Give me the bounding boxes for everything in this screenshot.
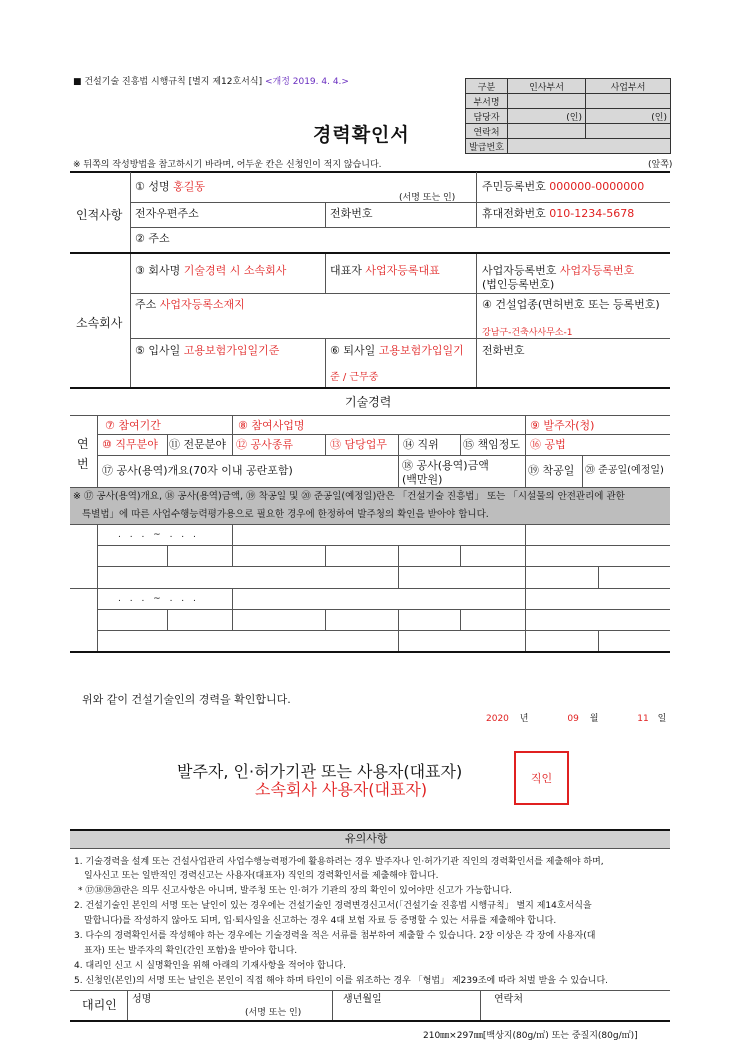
note-1b: 일사신고 또는 일반적인 경력신고는 사용자(대표자) 직인의 경력확인서를 제출해야 합니다. [84, 871, 439, 881]
ceo-value: 사업자등록대표 [365, 264, 440, 277]
period-placeholder-2: . . . ~ . . . [118, 594, 199, 604]
agent-name-label: 성명 [132, 994, 152, 1005]
agent-label: 대리인 [82, 998, 117, 1012]
serial-label: 연번 [77, 437, 89, 471]
license-value: 강남구-건축사사무소-1 [482, 328, 573, 338]
email-label: 전자우편주소 [135, 207, 199, 220]
company-name-value: 기술경력 시 소속회사 [183, 264, 287, 277]
agent-contact-label: 연락처 [494, 994, 523, 1005]
issuer-line: 발주자, 인·허가기관 또는 사용자(대표자) [177, 762, 463, 781]
h12-work-type: ⑫ 공사종류 [236, 438, 294, 451]
confirm-month: 09 [567, 714, 579, 724]
leave-label: ⑥ 퇴사일 고용보험가입일기 [330, 344, 464, 357]
admin-seal-hr: (인) [508, 109, 586, 124]
revision-note: <개정 2019. 4. 4.> [264, 77, 349, 87]
note-2: 2. 건설기술인 본인의 서명 또는 날인이 있는 경우에는 건설기술인 경력변경신고서(「건설기술 진흥법 시행규칙」 별지 제14호서식을 [74, 901, 592, 911]
note-2b: 말합니다)를 작성하지 않아도 되며, 입·퇴사일을 신고하는 경우 4대 보험 자료 등 증명할 수 있는 서류를 제출해야 합니다. [84, 916, 557, 926]
note-3: 3. 다수의 경력확인서를 작성해야 하는 경우에는 기술경력을 적은 서류를 첨부하여 제출할 수 있습니다. 2장 이상은 각 장에 사용자(대 [74, 931, 596, 941]
join-label: ⑤ 입사일 고용보험가입일기준 [135, 344, 280, 357]
h14-position: ⑭ 직위 [403, 438, 439, 451]
confirm-year: 2020 [486, 714, 509, 724]
join-value: 고용보험가입일기준 [183, 344, 280, 357]
h18-unit: (백만원) [402, 473, 443, 486]
confirm-date: 2020 년 09 월 11 일 [486, 714, 667, 724]
phone-label: 전화번호 [330, 207, 373, 220]
admin-col-biz: 사업부서 [586, 79, 671, 94]
career-note: ※ ⑰ 공사(용역)개요, ⑱ 공사(용역)금액, ⑲ 착공일 및 ⑳ 준공일(예정일)란은 「건설기술 진흥법」 또는 「시설물의 안전관리에 관한 [73, 491, 625, 502]
notes-title: 유의사항 [345, 832, 388, 845]
h7-period: ⑦ 참여기간 [105, 419, 161, 432]
rrn-label: 주민등록번호 000000-0000000 [482, 180, 645, 193]
agent-sign-hint: (서명 또는 인) [245, 1008, 302, 1018]
h8-project: ⑧ 참여사업명 [238, 419, 305, 432]
personal-section: 인적사항 [76, 208, 123, 222]
career-section: 기술경력 [345, 395, 392, 409]
paper-spec: 210㎜×297㎜[백상지(80g/㎡) 또는 중질지(80g/㎡)] [423, 1031, 638, 1041]
license-label: ④ 건설업종(면허번호 또는 등록번호) [482, 298, 660, 311]
h10-duty: ⑩ 직무분야 [102, 438, 158, 451]
form-number: ■ 건설기술 진흥법 시행규칙 [별지 제12호서식] <개정 2019. 4. 4.> [73, 77, 349, 87]
confirm-text: 위와 같이 건설기술인의 경력을 확인합니다. [82, 693, 291, 706]
admin-seal-biz: (인) [586, 109, 671, 124]
name-label: ① 성명 홍길동 [135, 180, 206, 193]
period-placeholder-1: . . . ~ . . . [118, 530, 199, 540]
h9-client: ⑨ 발주자(청) [530, 419, 595, 432]
h18-amount: ⑱ 공사(용역)금액 [402, 459, 489, 472]
mobile-value: 010-1234-5678 [549, 207, 635, 220]
company-name-label: ③ 회사명 기술경력 시 소속회사 [135, 264, 287, 277]
note-5: 5. 신청인(본인)의 서명 또는 날인은 본인이 직접 해야 하며 타인이 이를 위조하는 경우 「형법」 제239조에 따라 처벌 받을 수 있습니다. [74, 976, 609, 986]
official-seal: 직인 [514, 751, 569, 805]
admin-row-person: 담당자 [466, 109, 508, 124]
leave-value-2: 준 / 근무중 [330, 372, 379, 383]
h16-method: ⑯ 공법 [530, 438, 566, 451]
h15-responsibility: ⑮ 책임정도 [463, 438, 521, 451]
note-4: 4. 대리인 신고 시 실명확인을 위해 아래의 기재사항을 적어야 합니다. [74, 961, 346, 971]
company-addr-value: 사업자등록소재지 [159, 298, 245, 311]
company-rep-line: 소속회사 사용자(대표자) [255, 780, 428, 799]
bizno-value: 사업자등록번호 [559, 264, 635, 277]
h19-start: ⑲ 착공일 [528, 464, 575, 477]
company-section: 소속회사 [76, 316, 123, 330]
name-value: 홍길동 [173, 180, 206, 193]
address-label: ② 주소 [135, 232, 170, 245]
note-1: 1. 기술경력을 설계 또는 건설사업관리 사업수행능력평가에 활용하려는 경우 발주자나 인·허가기관 직인의 경력확인서를 제출해야 하며, [74, 857, 604, 867]
leave-value: 고용보험가입일기 [378, 344, 464, 357]
notice-text: ※ 뒤쪽의 작성방법을 참고하시기 바라며, 어두운 칸은 신청인이 적지 않습니다. [73, 160, 382, 170]
company-tel-label: 전화번호 [482, 344, 525, 357]
ceo-label: 대표자 사업자등록대표 [330, 264, 440, 277]
page-title: 경력확인서 [313, 124, 410, 146]
company-addr-label: 주소 사업자등록소재지 [135, 298, 245, 311]
admin-col-label: 구분 [466, 79, 508, 94]
career-note-2: 특별법」에 따른 사업수행능력평가용으로 필요한 경우에 한정하여 발주청의 확인을 받아야 합니다. [82, 509, 489, 520]
admin-row-issue-no: 발급번호 [466, 139, 508, 154]
bizno-label: 사업자등록번호 사업자등록번호 [482, 264, 635, 277]
admin-box [465, 78, 671, 154]
h11-specialty: ⑪ 전문분야 [169, 438, 227, 451]
page-side: (앞쪽) [648, 160, 673, 170]
admin-row-contact: 연락처 [466, 124, 508, 139]
bizno-sub: (법인등록번호) [482, 278, 555, 291]
h13-role: ⑬ 담당업무 [330, 438, 388, 451]
admin-col-hr: 인사부서 [508, 79, 586, 94]
admin-row-dept: 부서명 [466, 94, 508, 109]
confirm-day: 11 [637, 714, 649, 724]
note-3b: 표자) 또는 발주자의 확인(간인 포함)을 받아야 합니다. [84, 946, 298, 956]
h20-end: ⑳ 준공일(예정일) [585, 465, 664, 476]
h17-overview: ⑰ 공사(용역)개요(70자 이내 공란포함) [102, 464, 293, 477]
mobile-label: 휴대전화번호 010-1234-5678 [482, 207, 635, 220]
note-1c: * ⑰⑱⑲⑳란은 의무 신고사항은 아니며, 발주청 또는 인·허가 기관의 장의 확인이 있어야만 신고가 가능합니다. [78, 886, 513, 896]
sign-hint: (서명 또는 인) [399, 193, 456, 203]
agent-birth-label: 생년월일 [343, 994, 382, 1005]
rrn-value: 000000-0000000 [549, 180, 645, 193]
